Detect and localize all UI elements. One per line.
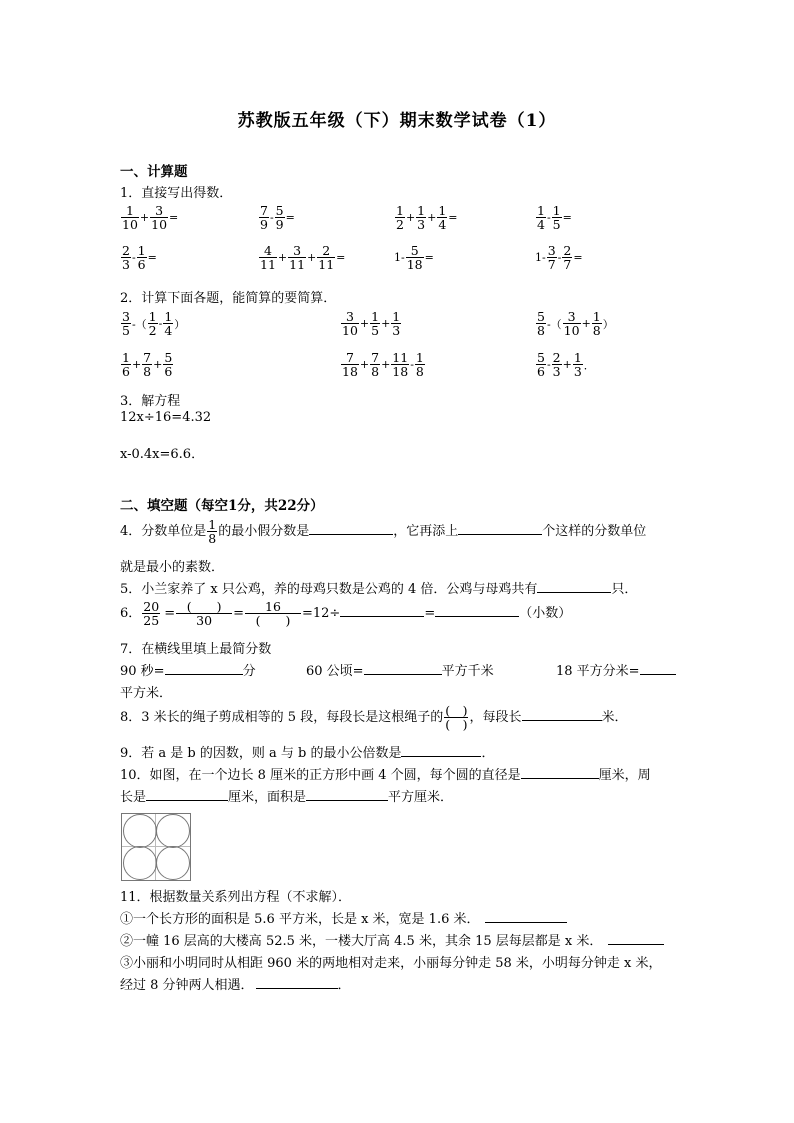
q1-label: 1．直接写出得数． [120,186,233,201]
q1-item-1: $\frac{1}{10}$ + $\frac{3}{10}$ = [122,203,179,232]
q1-item-3: $\frac{1}{2}$ + $\frac{1}{3}$ + $\frac{1}{4}$ = [396,203,458,232]
q7-label: 7．在横线里填上最简分数 [120,642,272,657]
q11-blank-3[interactable] [256,976,338,989]
q5-blank[interactable] [537,580,611,593]
q2-item-5: $\frac{7}{18}$ + $\frac{7}{8}$ + $\frac{11}{18}$ - $\frac{1}{8}$ [342,350,424,379]
q3-eq1: 12x÷16=4.32 [120,410,212,425]
q10-line2: 长是 厘米，面积是 平方厘米． [120,790,454,805]
q7-blank-3[interactable] [640,662,676,675]
q7-b: 60 公顷= 平方千米 [306,664,494,679]
q1-item-8: 1- $\frac{3}{7}$ - $\frac{2}{7}$ = [535,243,583,272]
q6-blank-2[interactable] [435,604,519,617]
q11-blank-2[interactable] [608,932,664,945]
q8-blank[interactable] [522,708,602,721]
section2-heading: 二、填空题（每空1分，共22分） [120,498,324,514]
q7-c: 18 平方分米= [556,660,676,679]
q2-label: 2．计算下面各题，能简算的要简算． [120,291,337,306]
q11-item-1: ①一个长方形的面积是 5.6 平方米，长是 x 米，宽是 1.6 米． [120,908,567,927]
q1-item-5: $\frac{2}{3}$ - $\frac{1}{6}$ = [122,243,157,272]
q3-label: 3．解方程 [120,394,181,409]
q10-blank-3[interactable] [306,788,388,801]
square-with-four-circles-figure [121,813,191,881]
q11-label: 11．根据数量关系列出方程（不求解）． [120,890,352,905]
circle-top-left [123,814,157,848]
q4-blank-1[interactable] [309,522,393,535]
q7-blank-2[interactable] [364,662,442,675]
q1-item-6: $\frac{4}{11}$ + $\frac{3}{11}$ + $\frac{2}{11}$ = [260,243,346,272]
section1-heading: 一、计算题 [120,164,188,180]
q10-blank-2[interactable] [146,788,228,801]
page-title: 苏教版五年级（下）期末数学试卷（1） [237,111,557,131]
q2-item-3: $\frac{5}{8}$ -（ $\frac{3}{10}$ + $\frac{1}{8}$ ） [537,309,614,338]
q7-blank-1[interactable] [165,662,243,675]
q10-line1: 10．如图，在一个边长 8 厘米的正方形中画 4 个圆，每个圆的直径是 厘米，周 [120,768,651,783]
q11-item-3a: ③小丽和小明同时从相距 960 米的两地相对走来，小丽每分钟走 58 米，小明每分钟走 x 米， [120,956,662,971]
circle-bottom-left [123,846,157,880]
q2-item-1: $\frac{3}{5}$ -（ $\frac{1}{2}$ - $\frac{1}{4}$ ） [122,309,186,338]
q4-line2: 就是最小的素数． [120,560,225,575]
q2-item-6: $\frac{5}{6}$ - $\frac{2}{3}$ + $\frac{1}{3}$ ． [537,350,595,379]
q1-item-4: $\frac{1}{4}$ - $\frac{1}{5}$ = [537,203,572,232]
q11-blank-1[interactable] [485,910,567,923]
q11-item-2: ②一幢 16 层高的大楼高 52.5 米，一楼大厅高 4.5 米，其余 15 层每层都是 x 米． [120,930,664,949]
q2-item-2: $\frac{3}{10}$ + $\frac{1}{5}$ + $\frac{1}{3}$ [342,309,401,338]
q4-blank-2[interactable] [458,522,542,535]
q3-eq2: x-0.4x=6.6． [120,447,205,462]
q11-item-3b: 经过 8 分钟两人相遇． ． [120,978,351,993]
circle-bottom-right [156,846,190,880]
q4-line1: 4．分数单位是 $\frac{1}{8}$ 的最小假分数是 ，它再添上 个这样的分数单位 [120,517,647,546]
q1-item-7: 1- $\frac{5}{18}$ = [394,243,434,272]
q6-line: 6． $\frac{20}{25}$ = ( ) 30 = 16 ( ) =12÷ = （小数） [120,599,572,628]
q9-line: 9．若 a 是 b 的因数，则 a 与 b 的最小公倍数是 ． [120,746,495,761]
q7-c-unit: 平方米． [120,686,173,701]
q8-line: 8．3 米长的绳子剪成相等的 5 段，每段长是这根绳子的 ( ) ( ) ，每段长 米． [120,703,628,732]
q5-line: 5．小兰家养了 x 只公鸡，养的母鸡只数是公鸡的 4 倍．公鸡与母鸡共有 只． [120,582,638,597]
circle-top-right [156,814,190,848]
q7-a: 90 秒= 分 [120,664,256,679]
q9-blank[interactable] [401,744,481,757]
q10-blank-1[interactable] [521,766,599,779]
q2-item-4: $\frac{1}{6}$ + $\frac{7}{8}$ + $\frac{5}{6}$ [122,350,173,379]
q1-item-2: $\frac{7}{9}$ - $\frac{5}{9}$ = [260,203,295,232]
q6-blank-1[interactable] [340,604,424,617]
